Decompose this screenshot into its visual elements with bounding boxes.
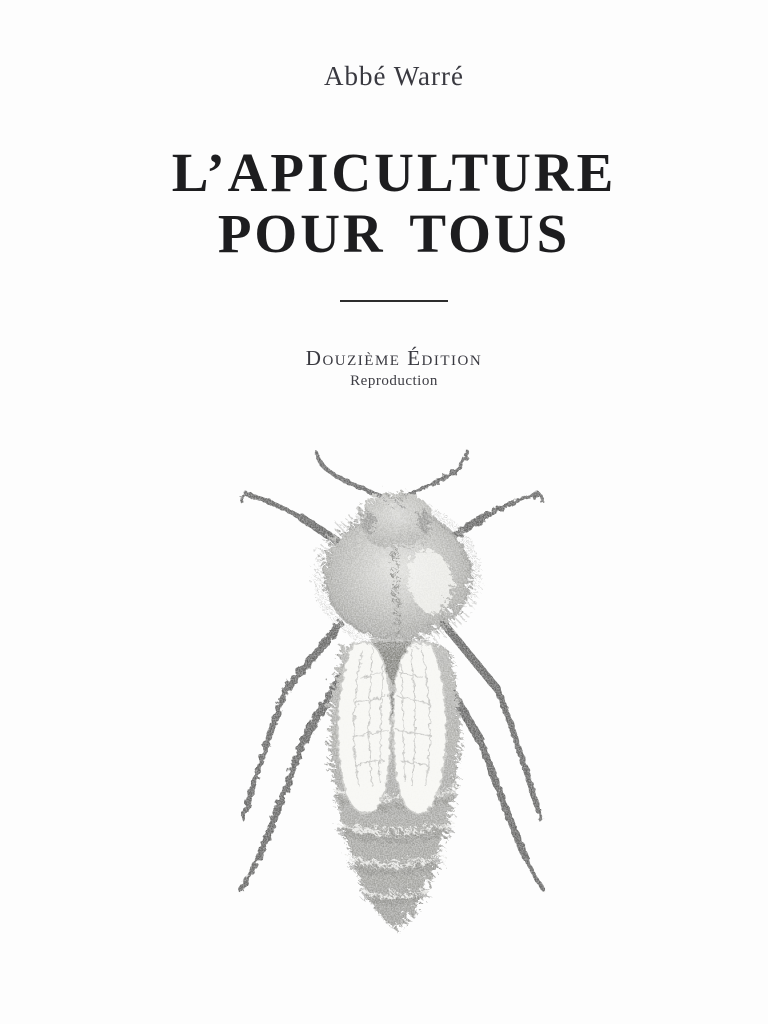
imprint-label: Reproduction: [350, 373, 438, 389]
author-name: Abbé Warré: [323, 61, 465, 91]
book-title-line1: L’APICULTURE: [171, 142, 617, 203]
book-title-line2: POUR TOUS: [217, 203, 571, 264]
queen-bee-engraving: [222, 438, 562, 938]
bee-illustration: [222, 438, 562, 938]
bee-head: [356, 488, 430, 544]
book-title: [10, 142, 768, 264]
edition-label: Douzième Édition: [305, 346, 483, 370]
divider-rule: [340, 300, 448, 302]
title-block: [10, 0, 768, 390]
